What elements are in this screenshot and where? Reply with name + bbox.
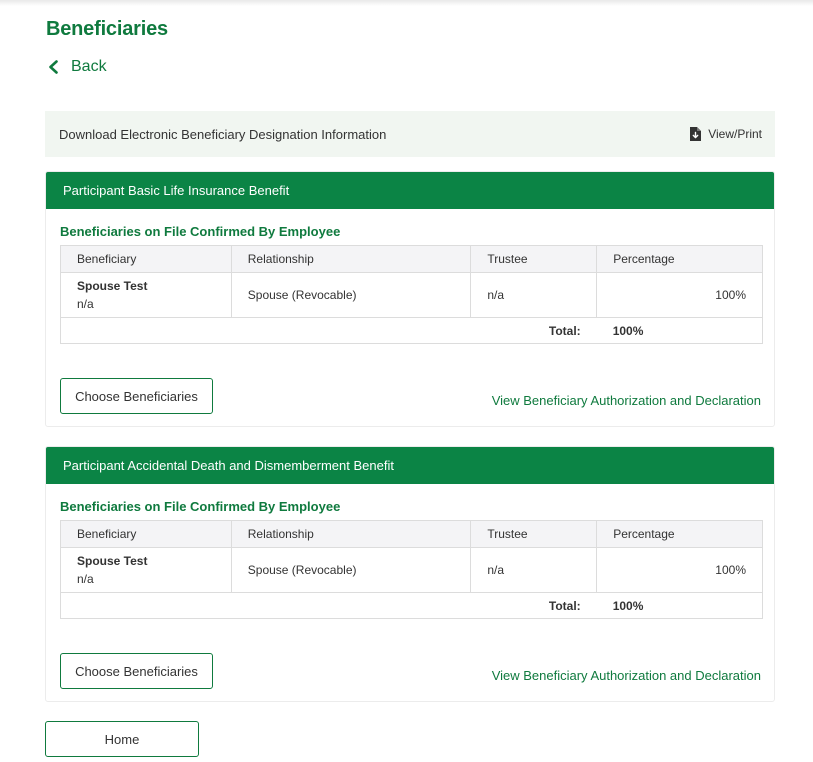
beneficiary-name: Spouse Test [77, 554, 148, 568]
column-header-trustee: Trustee [471, 246, 597, 273]
beneficiary-sub: n/a [77, 572, 94, 586]
document-download-icon [689, 127, 701, 141]
download-label: Download Electronic Beneficiary Designation Information [59, 126, 387, 142]
choose-beneficiaries-button[interactable]: Choose Beneficiaries [60, 378, 213, 414]
total-label: Total: [471, 318, 597, 344]
beneficiary-cell [61, 273, 232, 318]
relationship-cell: Spouse (Revocable) [231, 273, 471, 318]
view-print-label: View/Print [708, 127, 762, 141]
column-header-beneficiary: Beneficiary [61, 521, 232, 548]
authorization-declaration-link[interactable]: View Beneficiary Authorization and Declaration [491, 668, 761, 683]
view-print-link[interactable] [689, 127, 762, 141]
beneficiary-sub: n/a [77, 297, 94, 311]
column-header-relationship: Relationship [231, 246, 471, 273]
beneficiary-cell [61, 548, 232, 593]
total-row [61, 318, 763, 344]
table-row [61, 273, 763, 318]
download-bar [45, 111, 775, 157]
table-row [61, 548, 763, 593]
column-header-beneficiary: Beneficiary [61, 246, 232, 273]
table-header-row [61, 246, 763, 273]
trustee-cell: n/a [471, 273, 597, 318]
benefit-card-header: Participant Basic Life Insurance Benefit [46, 172, 774, 209]
table-header-row [61, 521, 763, 548]
benefit-card-basic-life [45, 171, 775, 427]
column-header-percentage: Percentage [597, 246, 763, 273]
beneficiary-table [60, 245, 763, 344]
benefit-card-header: Participant Accidental Death and Dismemberment Benefit [46, 447, 774, 484]
beneficiary-name: Spouse Test [77, 279, 148, 293]
home-button[interactable]: Home [45, 721, 199, 757]
page-title: Beneficiaries [46, 18, 168, 40]
authorization-declaration-link[interactable]: View Beneficiary Authorization and Declaration [491, 393, 761, 408]
benefit-card-add [45, 446, 775, 702]
relationship-cell: Spouse (Revocable) [231, 548, 471, 593]
trustee-cell: n/a [471, 548, 597, 593]
section-title: Beneficiaries on File Confirmed By Employee [60, 224, 341, 239]
total-label: Total: [471, 593, 597, 619]
column-header-percentage: Percentage [597, 521, 763, 548]
section-title: Beneficiaries on File Confirmed By Employee [60, 499, 341, 514]
total-value: 100% [597, 593, 763, 619]
top-shadow [0, 0, 813, 6]
percentage-cell: 100% [597, 273, 763, 318]
total-row [61, 593, 763, 619]
back-label: Back [71, 58, 107, 75]
beneficiary-table [60, 520, 763, 619]
percentage-cell: 100% [597, 548, 763, 593]
chevron-left-icon [45, 58, 63, 76]
back-link[interactable] [45, 56, 107, 78]
total-value: 100% [597, 318, 763, 344]
choose-beneficiaries-button[interactable]: Choose Beneficiaries [60, 653, 213, 689]
column-header-relationship: Relationship [231, 521, 471, 548]
column-header-trustee: Trustee [471, 521, 597, 548]
